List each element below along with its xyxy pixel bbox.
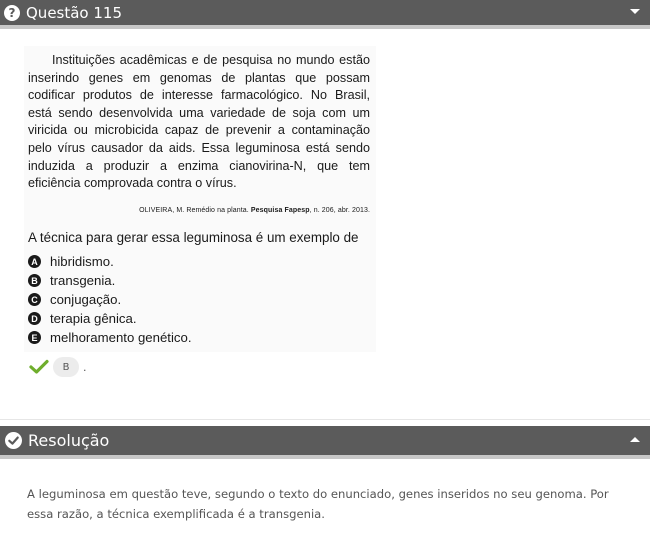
question-image [24, 46, 376, 352]
answer-row [29, 357, 87, 377]
caret-up-icon[interactable] [630, 437, 640, 442]
question-source: OLIVEIRA, M. Remédio na planta. Pesquisa Fapesp, n. 206, abr. 2013. [139, 207, 370, 214]
resolution-text: A leguminosa em questão teve, segundo o texto do enunciado, genes inseridos no seu genoma. Por essa razão, a técnica exemplificada é a transgenia. [27, 487, 609, 521]
resolution-title: Resolução [28, 431, 110, 450]
option-e: E melhoramento genético. [28, 328, 191, 347]
option-d: D terapia gênica. [28, 309, 191, 328]
caret-down-icon[interactable] [630, 9, 640, 14]
option-a: A hibridismo. [28, 252, 191, 271]
question-prompt: A técnica para gerar essa leguminosa é um exemplo de [28, 230, 359, 245]
option-b: B transgenia. [28, 271, 191, 290]
option-c: C conjugação. [28, 290, 191, 309]
answer-badge: B [53, 357, 79, 377]
question-header[interactable] [0, 0, 650, 29]
checkmark-icon [29, 359, 49, 375]
question-circle-icon: ? [4, 5, 20, 21]
divider [0, 419, 650, 420]
options-list [28, 252, 191, 347]
answer-suffix: . [83, 360, 87, 374]
question-title: Questão 115 [26, 3, 123, 22]
question-text: Instituições acadêmicas e de pesquisa no mundo estão inserindo genes em genomas de plantas que possam codificar produtos de interesse farmacológico. No Brasil, está sendo desenvolvida uma variedade de soja com um viricida ou microbicida capaz de prevenir a contaminação pelo vírus causador da aids. Essa leguminosa está sendo induzida a produzir a enzima cianovirina-N, que tem eficiência comprovada contra o vírus. [28, 53, 370, 191]
check-circle-icon [5, 432, 22, 449]
resolution-header[interactable] [0, 426, 650, 459]
